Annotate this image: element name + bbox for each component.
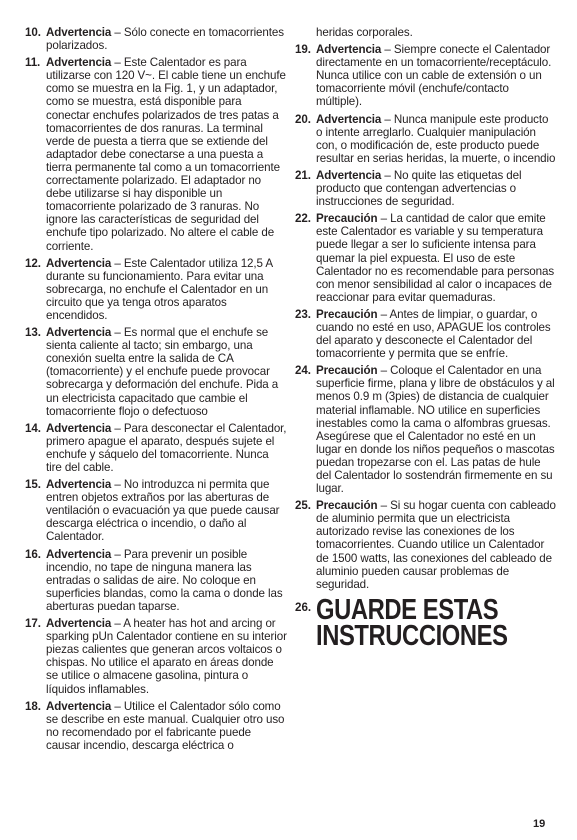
list-item xyxy=(295,307,557,361)
item-label: Advertencia xyxy=(46,326,112,340)
item-label: Advertencia xyxy=(46,547,112,561)
item-number: 10. xyxy=(25,26,41,39)
list-item xyxy=(25,617,287,696)
list-item xyxy=(25,478,287,544)
item-number: 24. xyxy=(295,364,311,378)
item-text: – Este Calentador es para utilizarse con 120 V~. El cable tiene un enchufe como se muestra en la Fig. 1, y un adaptador, como se muestra, está disponible para conectar enchufes polarizados de tres patas a tomacorrientes de dos ranuras. La terminal verde de puesta a tierra que se extiende del adaptador debe conectarse a una puesta a tierra permanente tal como a un tomacorriente correctamente polarizado. El adaptador no debe utilizarse si hay disponible un tomacorriente polarizado de 3 ranuras. No ignore las características de seguridad del enchufe tipo polarizado. No altere el cable de corriente. xyxy=(46,56,286,253)
list-item xyxy=(25,326,287,418)
item-number: 15. xyxy=(25,478,41,492)
item-number: 11. xyxy=(25,56,41,70)
item-text: – Coloque el Calentador en una superficie firme, plana y libre de obstáculos y al menos 0.9 m (3pies) de distancia de cualquier material inflamable. NO utilice en superficies inestables como la cama o alfombras gruesas. Asegúrese que el Calentador no esté en un lugar en donde los niños pequeños o mascotas puedan tropezarse con el. Las patas de hule del Calentador lo sostendrán firmemente en su lugar. xyxy=(316,364,555,496)
item-label: Advertencia xyxy=(316,168,382,182)
item-label: Precaución xyxy=(316,307,378,321)
item-label: Advertencia xyxy=(316,43,382,57)
item-text: – Nunca manipule este producto o intente arreglarlo. Cualquier manipulación con, o modificación de, este producto puede resultar en serias heridas, la muerte, o incendio xyxy=(316,112,556,165)
item-number: 14. xyxy=(25,421,41,435)
list-item xyxy=(25,421,287,474)
list-item xyxy=(295,168,557,209)
item-label: Advertencia xyxy=(46,699,112,713)
list-item xyxy=(295,43,557,109)
item-text: – Para prevenir un posible incendio, no tape de ninguna manera las entradas o salidas de aire. No coloque en superficies blandas, como la cama o donde las aberturas puedan taparse. xyxy=(46,547,283,613)
continued-text: heridas corporales. xyxy=(316,26,413,39)
item-number: 20. xyxy=(295,112,311,126)
item-label: Precaución xyxy=(316,212,378,226)
item-text: – Utilice el Calentador sólo como se describe en este manual. Cualquier otro uso no recomendado por el fabricante puede causar incendio, descarga eléctrica o xyxy=(46,699,285,752)
item-label: Precaución xyxy=(316,499,378,513)
item-label: Advertencia xyxy=(46,478,112,492)
left-column xyxy=(25,26,287,756)
item-label: Advertencia xyxy=(46,617,112,631)
item-number: 13. xyxy=(25,326,41,340)
item-text: – Si su hogar cuenta con cableado de aluminio permita que un electricista autorizado revise las conexiones de los tomacorrientes. Cuando utilice un Calentador de 1500 watts, las conexiones del cableado de aluminio pueden causar problemas de seguridad. xyxy=(316,499,556,591)
item-number: 18. xyxy=(25,699,41,713)
heading-line-1: GUARDE ESTAS xyxy=(316,593,499,626)
item-number: 21. xyxy=(295,168,311,182)
item-number: 23. xyxy=(295,307,311,321)
item-text: – Este Calentador utiliza 12,5 A durante su funcionamiento. Para evitar una sobrecarga, no enchufe el Calentador en un circuito que ya tenga otros aparatos encendidos. xyxy=(46,256,273,322)
heading-line-2: INSTRUCCIONES xyxy=(316,619,508,652)
list-item xyxy=(295,499,557,591)
item-text: – No quite las etiquetas del producto que contengan advertencias o instrucciones de seguridad. xyxy=(316,168,522,209)
item-number: 19. xyxy=(295,43,311,57)
item-label: Advertencia xyxy=(316,112,382,126)
list-item xyxy=(25,256,287,322)
item-text: – Sólo conecte en tomacorrientes polarizados. xyxy=(46,26,284,53)
item-text: – A heater has hot and arcing or sparking pUn Calentador contiene en su interior piezas calientes que generan arcos voltaicos o chispas. No utilice el aparato en áreas donde se utilice o almacene gasolina, pintura o líquidos inflamables. xyxy=(46,617,287,696)
item-label: Advertencia xyxy=(46,421,112,435)
item-text: – Para desconectar el Calentador, primero apague el aparato, después sujete el enchufe y sáquelo del tomacorriente. Nunca tire del cable. xyxy=(46,421,287,474)
right-column xyxy=(295,26,557,652)
item-number: 25. xyxy=(295,499,311,513)
final-instruction xyxy=(295,593,557,652)
list-item xyxy=(295,364,557,496)
item-text: – La cantidad de calor que emite este Calentador es variable y su temperatura puede llegar a ser lo suficiente intensa para quemar la piel expuesta. El uso de este Calentador no es recomendable para personas con menor sensibilidad al calor o incapaces de reaccionar para evitar quemaduras. xyxy=(316,212,555,304)
item-number: 22. xyxy=(295,212,311,226)
list-item xyxy=(25,699,287,752)
page-number: 19 xyxy=(533,818,546,830)
item-text: – No introduzca ni permita que entren objetos extraños por las aberturas de ventilación o evacuación ya que puede causar descarga eléctrica o incendio, o daño al Calentador. xyxy=(46,478,280,544)
item-text: – Antes de limpiar, o guardar, o cuando no esté en uso, APAGUE los controles del aparato y desconecte el Calentador del tomacorriente y permita que se enfríe. xyxy=(316,307,551,361)
item-number: 26. xyxy=(295,600,312,614)
item-text: – Es normal que el enchufe se sienta caliente al tacto; sin embargo, una conexión suelta entre la salida de CA (tomacorriente) y el enchufe puede provocar sobrecarga y deformación del enchufe. Pida a un electricista capacitado que cambie el tomacorriente flojo o defectuoso xyxy=(46,326,279,418)
list-item xyxy=(295,212,557,304)
list-item xyxy=(25,26,287,53)
item-label: Advertencia xyxy=(46,56,112,70)
item-label: Precaución xyxy=(316,364,378,378)
item-label: Advertencia xyxy=(46,256,112,270)
save-instructions-heading xyxy=(316,593,577,652)
list-item xyxy=(25,56,287,253)
item-text: – Siempre conecte el Calentador directamente en un tomacorriente/receptáculo. Nunca utilice con un cable de extensión o un tomacorriente móvil (enchufe/contacto múltiple). xyxy=(316,43,552,109)
item-number: 16. xyxy=(25,547,41,561)
item-number: 17. xyxy=(25,617,41,631)
item-label: Advertencia xyxy=(46,26,112,39)
item-number: 12. xyxy=(25,256,41,270)
list-item xyxy=(295,112,557,165)
list-item xyxy=(25,547,287,613)
